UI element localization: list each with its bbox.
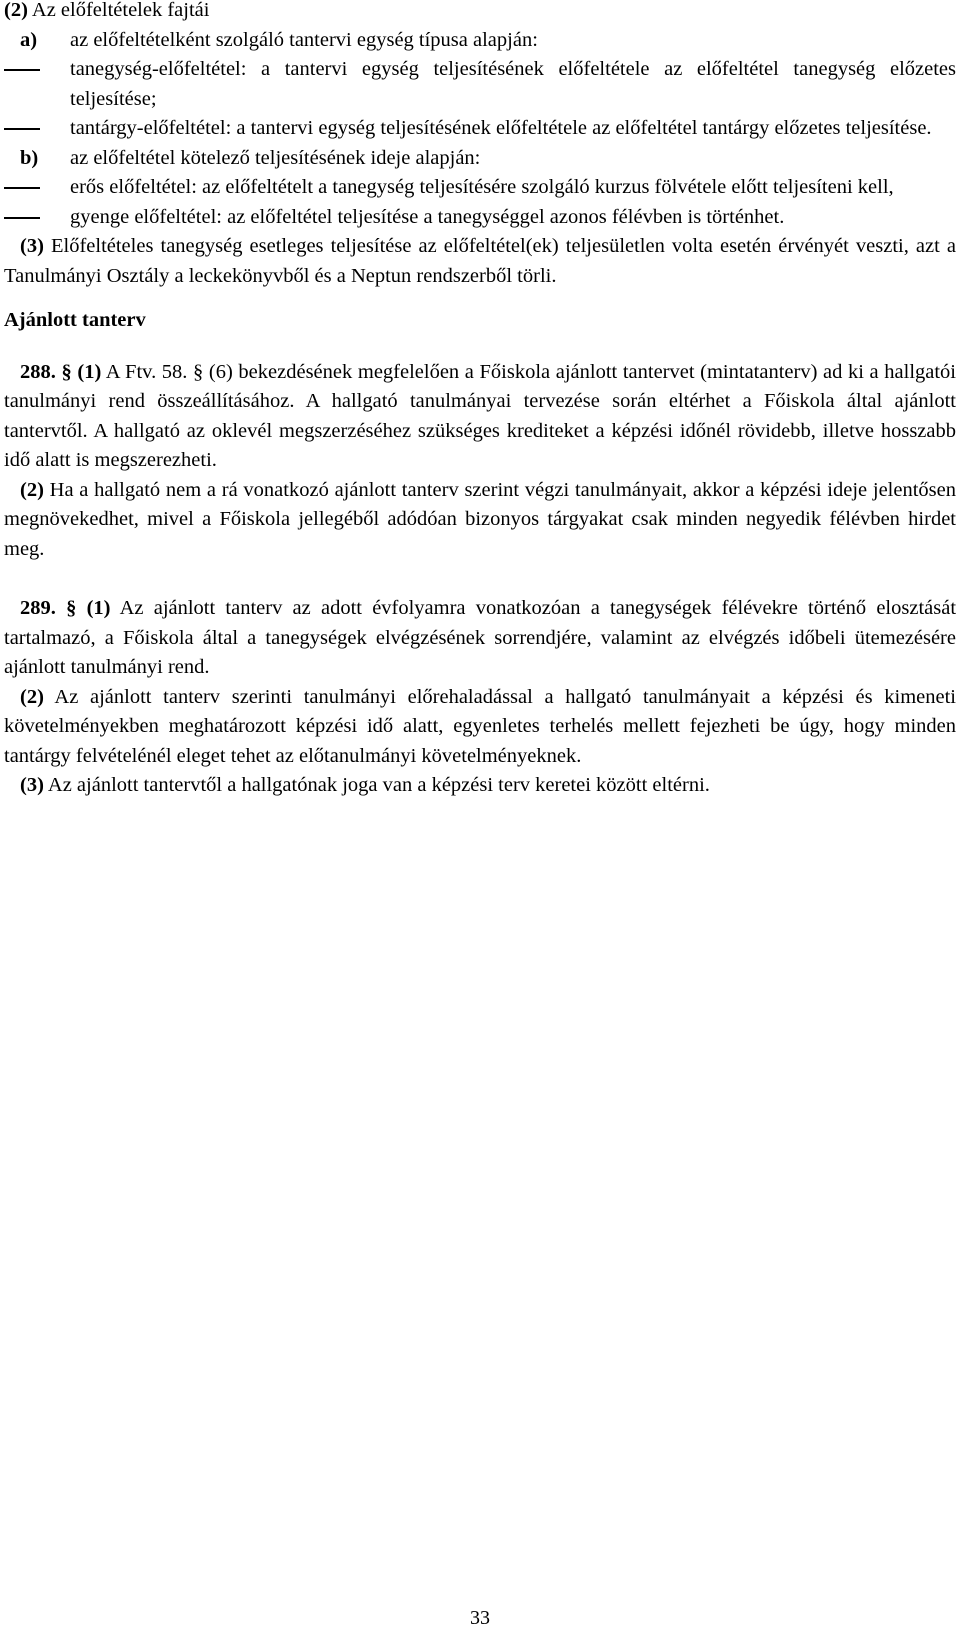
article-289-text-3: Az ajánlott tantervtől a hallgatónak joga van a képzési terv keretei között eltérni. [43,774,710,796]
article-289-para-1 [4,594,956,683]
article-289-sub-2: (2) [20,685,44,708]
dash-marker [4,69,40,71]
article-288-sub-2: (2) [20,478,44,501]
section-2-heading [4,0,956,26]
section-2-title: Az előfeltételek fajtái [27,0,210,21]
section-symbol: § [55,597,77,619]
article-288-para-2 [4,476,956,565]
section-symbol: § [55,360,72,383]
item-b-text: az előfeltétel kötelező teljesítésének ideje alapján: [70,146,481,169]
article-289-sub-3: (3) [20,774,44,796]
dash-marker [4,128,40,130]
section-2-number: (2) [4,0,28,21]
item-b-dash-2-text: gyenge előfeltétel: az előfeltétel teljesítése a tanegységgel azonos félévben is történhet. [70,205,785,228]
section-3-paragraph [4,232,956,291]
article-289-text-1: Az ajánlott tanterv az adott évfolyamra vonatkozóan a tanegységek félévekre történő elosztását tartalmazó, a Főiskola által a tanegységek elvégzésének sorrendjére, valamint az elvégzés időbeli ütemezésére ajánlott tanulmányi rend. [4,597,957,678]
dash-marker [4,187,40,189]
article-288-para-1 [4,358,956,476]
item-b-label: b) [20,146,39,169]
item-a-dash-2-text: tantárgy-előfeltétel: a tantervi egység teljesítésének előfeltétele az előfeltétel tantárgy előzetes teljesítése. [70,117,932,139]
article-289-sub-1: (1) [76,597,111,619]
item-a-text: az előfeltételként szolgáló tantervi egység típusa alapján: [70,28,538,51]
item-b-dash-1-text: erős előfeltétel: az előfeltételt a tanegység teljesítésére szolgáló kurzus fölvétele előtt teljesíteni kell, [70,176,894,198]
article-288-text-1: A Ftv. 58. § (6) bekezdésének megfelelően a Főiskola ajánlott tantervet (mintatanterv) ad ki a hallgatói tanulmányi rend összeállításához. A hallgató tanulmányai tervezése során eltérhet a Főiskola által ajánlott tantervtől. A hallgató az oklevél megszerzéséhez szükséges krediteket a képzési időnél rövidebb, illetve hosszabb idő alatt is megszerezheti. [4,360,957,471]
article-289-para-2 [4,683,956,772]
article-288-text-2: Ha a hallgató nem a rá vonatkozó ajánlott tanterv szerint végzi tanulmányait, akkor a képzési ideje jelentősen megnövekedhet, mivel a Főiskola jellegéből adódóan bizonyos tárgyakat csak minden negyedik félévben hirdet meg. [4,478,956,560]
section-3-number: (3) [20,235,44,257]
article-288-sub-1: (1) [71,360,102,383]
article-289-para-3 [4,771,956,801]
article-289-number: 289. [20,597,56,619]
page-number: 33 [470,1607,490,1629]
item-a [4,26,956,56]
document-page [4,0,956,801]
section-3-text: Előfeltételes tanegység esetleges teljesítése az előfeltétel(ek) teljesületlen volta esetén érvényét veszti, azt a Tanulmányi Osztály a leckekönyvből és a Neptun rendszerből törli. [4,235,956,287]
article-288-number: 288. [20,360,56,383]
item-a-label: a) [20,28,38,51]
item-b [4,144,956,174]
item-a-dash-1 [4,55,956,114]
dash-marker [4,217,40,219]
item-b-dash-2 [4,203,956,233]
item-a-dash-2 [4,114,956,144]
section-heading: Ajánlott tanterv [4,309,146,331]
article-289-text-2: Az ajánlott tanterv szerinti tanulmányi előrehaladással a hallgató tanulmányait a képzési és kimeneti követelményekben meghatározott képzési idő alatt, egyenletes terhelés mellett fejezheti be úgy, hogy minden tantárgy felvételénél eleget tehet az előtanulmányi követelményeknek. [4,685,956,767]
item-b-dash-1 [4,173,956,203]
item-a-dash-1-text: tanegység-előfeltétel: a tantervi egység teljesítésének előfeltétele az előfeltétel tanegység előzetes teljesítése; [70,58,956,110]
